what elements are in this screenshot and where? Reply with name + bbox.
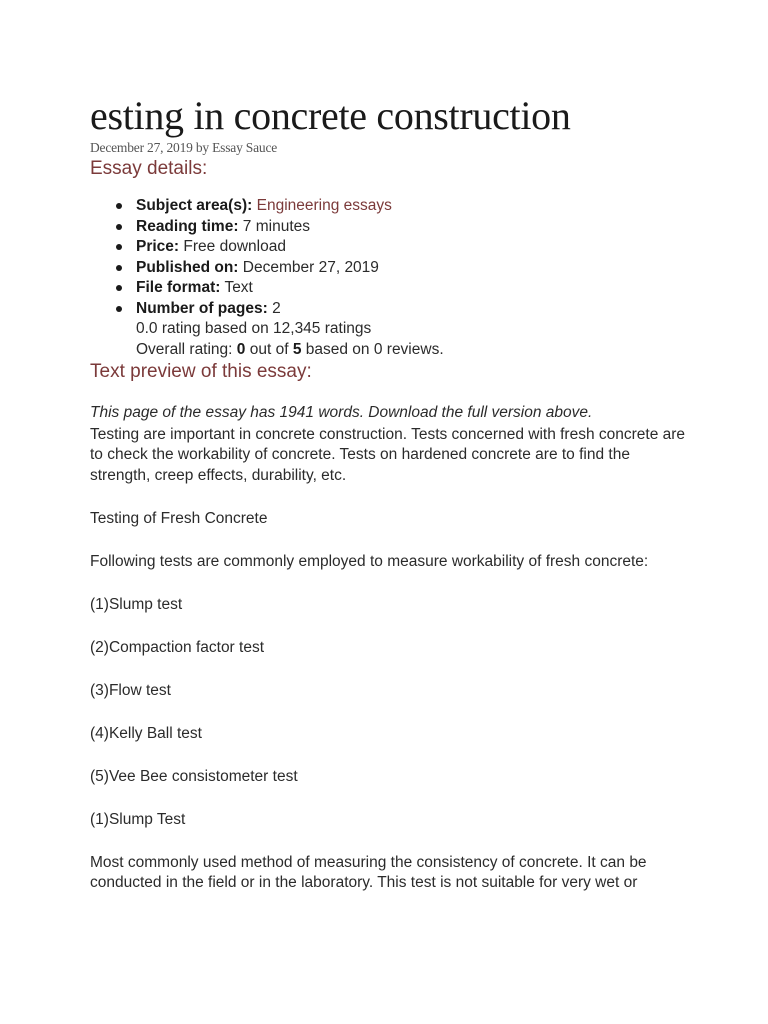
detail-subject-area [90, 196, 690, 217]
preview-paragraph: (3)Flow test [90, 681, 171, 699]
detail-price [90, 237, 690, 258]
preview-paragraph: (5)Vee Bee consistometer test [90, 767, 298, 785]
rating-summary-text: 0.0 rating based on 12,345 ratings [136, 320, 372, 337]
essay-page [90, 92, 690, 894]
detail-reading-time [90, 217, 690, 238]
preview-paragraph: (4)Kelly Ball test [90, 724, 202, 742]
detail-label: Reading time: [136, 217, 239, 235]
detail-label: Published on: [136, 258, 239, 276]
rating-summary [90, 319, 690, 340]
overall-rating-score: 0 [236, 340, 246, 358]
detail-value: Free download [183, 238, 286, 255]
preview-paragraph: Most commonly used method of measuring the consistency of concrete. It can be conducted in the field or in the laboratory. This test is not suitable for very wet or [90, 853, 647, 891]
detail-value: 7 minutes [242, 217, 310, 235]
essay-details-heading: Essay details: [90, 158, 208, 179]
preview-paragraph: (2)Compaction factor test [90, 638, 265, 656]
detail-published-on [90, 258, 690, 279]
preview-paragraph: (1)Slump Test [90, 810, 186, 828]
byline: December 27, 2019 by Essay Sauce [90, 140, 278, 155]
overall-rating [90, 340, 690, 361]
detail-value: 2 [272, 299, 281, 317]
overall-rating-mid: out of [249, 340, 289, 358]
overall-rating-prefix: Overall rating: [136, 340, 233, 358]
overall-rating-suffix: based on 0 reviews. [305, 340, 444, 358]
word-count-note: This page of the essay has 1941 words. Download the full version above. [90, 404, 593, 421]
detail-label: Number of pages: [136, 299, 268, 317]
detail-label: File format: [136, 279, 221, 296]
subject-area-link[interactable]: Engineering essays [256, 197, 392, 214]
detail-number-of-pages [90, 299, 690, 320]
detail-label: Price: [136, 238, 180, 255]
detail-file-format [90, 278, 690, 299]
preview-paragraph: Testing are important in concrete construction. Tests concerned with fresh concrete are to check the workability of concrete. Tests on hardened concrete are to find the strength, creep effects, durability, etc. [90, 425, 686, 484]
essay-title: esting in concrete construction [90, 93, 571, 138]
detail-value: Text [224, 279, 253, 296]
text-preview-heading: Text preview of this essay: [90, 361, 312, 382]
preview-paragraph: (1)Slump test [90, 595, 183, 613]
overall-rating-max: 5 [292, 340, 302, 358]
detail-value: December 27, 2019 [242, 258, 379, 276]
essay-details-list [90, 196, 690, 360]
detail-label: Subject area(s): [136, 197, 253, 214]
preview-paragraph: Testing of Fresh Concrete [90, 509, 268, 527]
preview-paragraph: Following tests are commonly employed to measure workability of fresh concrete: [90, 552, 649, 570]
